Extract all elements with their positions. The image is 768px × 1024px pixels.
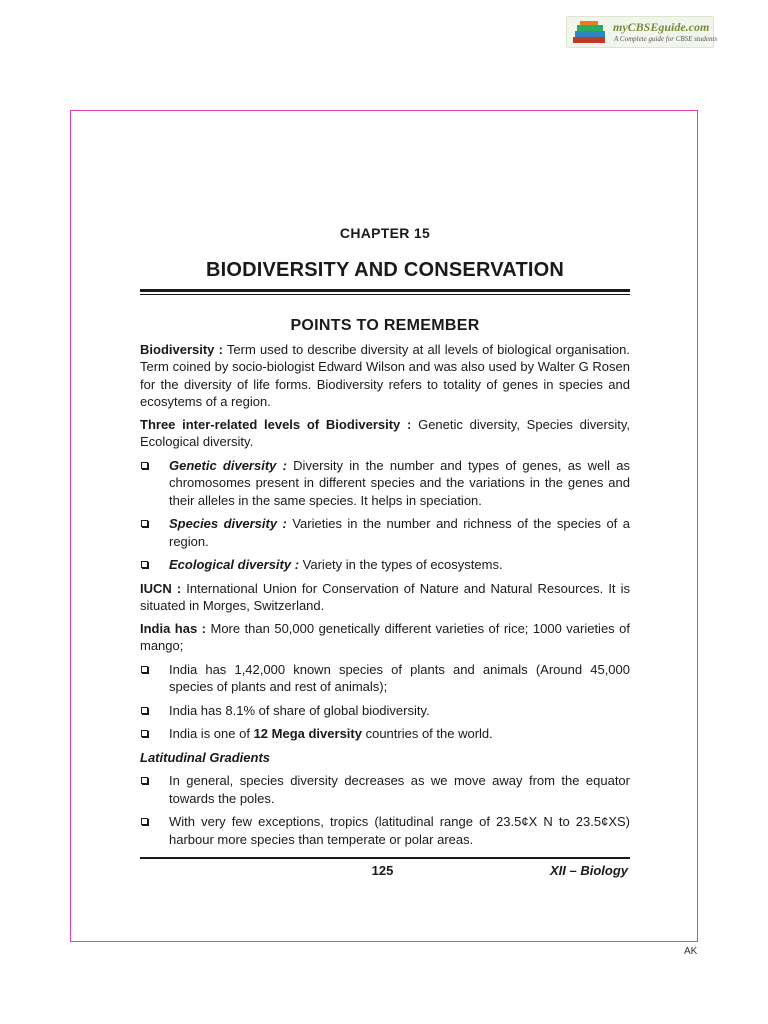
levels-text: Genetic diversity, Species diversity, Ecological diversity.	[140, 416, 630, 449]
book-title: XII – Biology	[549, 863, 628, 878]
page-number: 125	[371, 863, 394, 878]
corner-mark: AK	[684, 946, 698, 957]
list-item	[140, 772, 630, 807]
list-item	[140, 725, 630, 743]
list-item	[140, 457, 630, 510]
iucn-term: IUCN :	[140, 580, 182, 596]
india-paragraph	[140, 620, 630, 655]
logo-tagline: A Complete guide for CBSE students	[614, 35, 718, 43]
list-item-text: India has 1,42,000 known species of plants and animals (Around 45,000 species of plants and rest of animals);	[169, 661, 630, 694]
iucn-paragraph	[140, 580, 630, 615]
section-title: POINTS TO REMEMBER	[290, 317, 480, 334]
list-item-term: Ecological diversity :	[169, 557, 300, 572]
square-bullet-icon	[141, 462, 148, 469]
india-term: India has :	[140, 620, 207, 636]
iucn-text: International Union for Conservation of Nature and Natural Resources. It is situated in Morges, Switzerland.	[140, 580, 630, 613]
levels-term: Three inter-related levels of Biodiversity :	[140, 416, 412, 432]
list-item-text: Varieties in the number and richness of the species of a region.	[169, 516, 630, 549]
list-item	[140, 702, 630, 720]
list-item-highlight: 12 Mega diversity	[253, 726, 362, 741]
chapter-title: BIODIVERSITY AND CONSERVATION	[205, 258, 565, 281]
list-item	[140, 813, 630, 848]
levels-paragraph	[140, 416, 630, 451]
latitudinal-heading: Latitudinal Gradients	[140, 749, 271, 765]
biodiversity-paragraph	[140, 341, 630, 411]
list-item-text: In general, species diversity decreases as we move away from the equator towards the poles.	[169, 773, 630, 806]
logo-name: myCBSEguide.com	[613, 20, 710, 34]
list-item-term: Species diversity :	[169, 516, 287, 531]
biodiversity-term: Biodiversity :	[140, 341, 223, 357]
list-item	[140, 556, 630, 574]
list-item	[140, 661, 630, 696]
chapter-number: CHAPTER 15	[339, 225, 431, 241]
list-item-text: With very few exceptions, tropics (latitudinal range of 23.5¢X N to 23.5¢XS) harbour more species than temperate or polar areas.	[169, 814, 630, 847]
list-item	[140, 515, 630, 550]
square-bullet-icon	[141, 520, 148, 527]
square-bullet-icon	[141, 730, 148, 737]
list-item-text: India is one of	[169, 726, 250, 741]
biodiversity-text: Term used to describe diversity at all levels of biological organisation. Term coined by socio-biologist Edward Wilson and was also used by Walter G Rosen for the diversity of life forms. Biodiversity refers to totality of genes in species and ecosytems of a region.	[140, 341, 631, 409]
title-rule-thick	[140, 289, 630, 292]
square-bullet-icon	[141, 818, 148, 825]
square-bullet-icon	[141, 666, 148, 673]
books-icon	[571, 20, 611, 46]
list-item-term: Genetic diversity :	[169, 457, 287, 473]
square-bullet-icon	[141, 777, 148, 784]
india-text: More than 50,000 genetically different varieties of rice; 1000 varieties of mango;	[140, 620, 630, 653]
list-item-text: countries of the world.	[365, 726, 493, 741]
title-rule-thin	[140, 294, 630, 295]
page-content	[140, 225, 630, 848]
square-bullet-icon	[141, 707, 148, 714]
list-item-text: Diversity in the number and types of genes, as well as chromosomes present in different species and the variations in the genes and their alleles in the same species. It helps in speciation.	[169, 457, 630, 508]
site-logo	[566, 16, 718, 48]
square-bullet-icon	[141, 561, 148, 568]
footer-rule	[140, 857, 630, 859]
list-item-text: India has 8.1% of share of global biodiversity.	[169, 702, 430, 718]
list-item-text: Variety in the types of ecosystems.	[302, 557, 503, 572]
